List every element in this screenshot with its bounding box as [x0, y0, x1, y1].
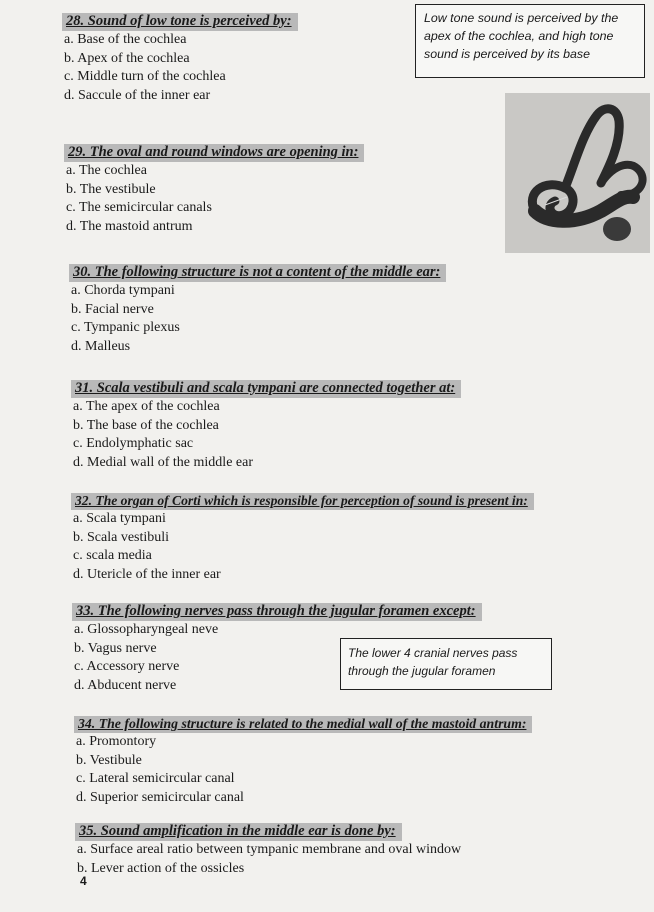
question-title: 35. Sound amplification in the middle ear is done by: — [75, 823, 402, 841]
option: c. Lateral semicircular canal — [76, 771, 235, 787]
question-30 — [69, 261, 634, 356]
option: a. Scala tympani — [73, 511, 166, 526]
option: a. Chorda tympani — [71, 283, 175, 298]
option: a. Surface areal ratio between tympanic membrane and oval window — [77, 842, 462, 857]
option: a. The apex of the cochlea — [73, 399, 220, 414]
question-31 — [71, 377, 634, 472]
option: a. Glossopharyngeal neve — [74, 622, 219, 637]
option: c. Tympanic plexus — [71, 320, 180, 336]
option: c. scala media — [73, 548, 152, 564]
page-number: 4 — [80, 874, 87, 888]
option: c. Middle turn of the cochlea — [64, 69, 226, 85]
option: b. Facial nerve — [71, 301, 154, 317]
option: a. The cochlea — [66, 163, 147, 178]
option: c. Accessory nerve — [74, 659, 180, 675]
option: d. Utericle of the inner ear — [73, 566, 221, 582]
option: b. Lever action of the ossicles — [77, 860, 245, 876]
option: d. The mastoid antrum — [66, 218, 193, 234]
question-title: 28. Sound of low tone is perceived by: — [62, 13, 298, 31]
option: d. Superior semicircular canal — [76, 789, 244, 805]
note-box-q33: The lower 4 cranial nerves pass through the jugular foramen — [340, 638, 552, 690]
question-title: 30. The following structure is not a content of the middle ear: — [69, 264, 446, 282]
option: d. Medial wall of the middle ear — [73, 454, 253, 470]
question-title: 32. The organ of Corti which is responsible for perception of sound is present in: — [71, 493, 534, 510]
option: d. Malleus — [71, 338, 131, 354]
option: b. Scala vestibuli — [73, 529, 170, 545]
inner-ear-illustration — [505, 93, 650, 253]
option: b. The base of the cochlea — [73, 417, 219, 433]
question-title: 34. The following structure is related to the medial wall of the mastoid antrum: — [74, 716, 532, 733]
question-35 — [75, 820, 634, 878]
option: b. Apex of the cochlea — [64, 50, 190, 66]
option: b. The vestibule — [66, 181, 156, 197]
question-title: 33. The following nerves pass through the jugular foramen except: — [72, 603, 482, 621]
option: a. Promontory — [76, 734, 157, 749]
option: b. Vestibule — [76, 752, 142, 768]
question-34 — [74, 713, 634, 807]
question-title: 31. Scala vestibuli and scala tympani are connected together at: — [71, 380, 461, 398]
note-box-q28: Low tone sound is perceived by the apex of the cochlea, and high tone sound is perceived by its base — [415, 4, 645, 78]
option: c. Endolymphatic sac — [73, 436, 194, 452]
option: d. Saccule of the inner ear — [64, 87, 211, 103]
option: b. Vagus nerve — [74, 640, 157, 656]
question-32 — [71, 490, 634, 584]
question-title: 29. The oval and round windows are opening in: — [64, 144, 364, 162]
option: c. The semicircular canals — [66, 200, 212, 216]
option: a. Base of the cochlea — [64, 32, 187, 47]
option: d. Abducent nerve — [74, 677, 177, 693]
